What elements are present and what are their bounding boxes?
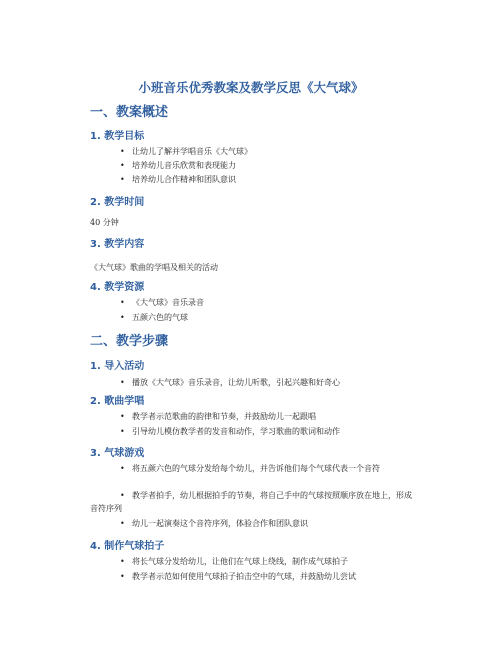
list-item (90, 311, 412, 324)
list-item (90, 173, 412, 186)
list-item (90, 410, 412, 423)
bullet-icon: • (120, 147, 125, 156)
list-item-text: 引导幼儿模仿教学者的发音和动作，学习歌曲的歌词和动作 (132, 427, 340, 436)
document-title: 小班音乐优秀教案及教学反思《大气球》 (138, 80, 364, 95)
time-text: 40 分钟 (90, 218, 119, 227)
list-item (90, 462, 412, 475)
bullet-icon: • (120, 161, 125, 170)
list-item-text: 让幼儿了解并学唱音乐《大气球》 (132, 147, 252, 156)
list-item (90, 145, 412, 158)
bullet-icon: • (120, 175, 125, 184)
list-item-text: 培养幼儿音乐欣赏和表现能力 (132, 161, 236, 170)
list-item (90, 376, 412, 389)
list-item (90, 296, 412, 309)
bullet-icon: • (120, 557, 125, 566)
list-item-text: 将长气球分发给幼儿，让他们在气球上绕线，制作成气球拍子 (132, 557, 348, 566)
list-item-text: 播放《大气球》音乐录音，让幼儿听歌，引起兴趣和好奇心 (132, 378, 340, 387)
subheading-intro: 1. 导入活动 (90, 361, 145, 372)
subheading-time: 2. 教学时间 (90, 197, 145, 208)
bullet-icon: • (120, 378, 125, 387)
subheading-goals: 1. 教学目标 (90, 131, 145, 142)
list-item-text: 教学者示范歌曲的韵律和节奏，并鼓励幼儿一起跟唱 (132, 412, 316, 421)
list-item-text: 幼儿一起演奏这个音符序列，体验合作和团队意识 (132, 519, 308, 528)
bullet-icon: • (120, 427, 125, 436)
bullet-icon: • (120, 572, 125, 581)
list-item-text: 培养幼儿合作精神和团队意识 (132, 175, 236, 184)
bullet-icon: • (120, 491, 125, 500)
list-item-text: 教学者拍手，幼儿根据拍手的节奏，将自己手中的气球按照顺序放在地上，形成音符序列 (90, 491, 412, 513)
list-item (90, 489, 412, 515)
subheading-singing: 2. 歌曲学唱 (90, 396, 145, 407)
bullet-icon: • (120, 298, 125, 307)
subheading-game: 3. 气球游戏 (90, 448, 145, 459)
list-item (90, 570, 412, 583)
section-heading-overview: 一、教案概述 (90, 105, 169, 120)
list-item (90, 555, 412, 568)
bullet-icon: • (120, 519, 125, 528)
list-item-text: 教学者示范如何使用气球拍子拍击空中的气球，并鼓励幼儿尝试 (132, 572, 356, 581)
list-item-text: 将五颜六色的气球分发给每个幼儿，并告诉他们每个气球代表一个音符 (132, 464, 380, 473)
list-item (90, 159, 412, 172)
list-item (90, 517, 412, 530)
section-heading-steps: 二、教学步骤 (90, 334, 169, 349)
list-item-text: 五颜六色的气球 (132, 313, 188, 322)
subheading-content: 3. 教学内容 (90, 239, 145, 250)
subheading-resources: 4. 教学资源 (90, 282, 145, 293)
bullet-icon: • (120, 313, 125, 322)
subheading-racket: 4. 制作气球拍子 (90, 541, 165, 552)
list-item-text: 《大气球》音乐录音 (132, 298, 204, 307)
bullet-icon: • (120, 412, 125, 421)
content-text: 《大气球》歌曲的学唱及相关的活动 (90, 263, 218, 272)
bullet-icon: • (120, 464, 125, 473)
list-item (90, 425, 412, 438)
